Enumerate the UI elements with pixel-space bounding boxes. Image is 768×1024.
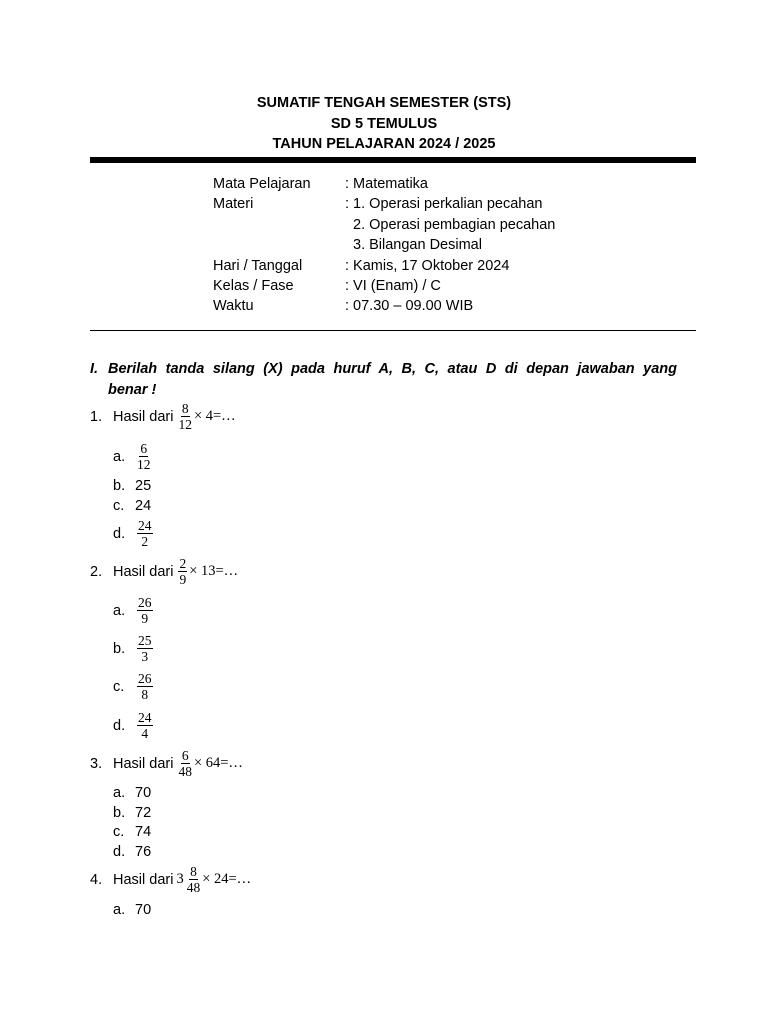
time-label: Waktu bbox=[213, 298, 254, 315]
section-number: I. bbox=[90, 361, 99, 377]
fraction-numerator: 25 bbox=[138, 633, 152, 648]
materi-label: Materi bbox=[213, 196, 254, 213]
option-3a[interactable] bbox=[113, 785, 151, 801]
instruction-line-2: benar ! bbox=[108, 381, 157, 398]
fraction-numerator: 26 bbox=[138, 595, 152, 610]
option-letter: c. bbox=[113, 498, 125, 514]
question-expression bbox=[176, 401, 235, 432]
fraction bbox=[178, 556, 187, 587]
option-1a[interactable] bbox=[113, 441, 153, 472]
question-2 bbox=[90, 556, 238, 587]
info-divider bbox=[90, 330, 696, 331]
option-letter: d. bbox=[113, 844, 126, 860]
subject-label: Mata Pelajaran bbox=[213, 176, 311, 192]
option-value: 72 bbox=[135, 805, 152, 821]
fraction-denominator: 48 bbox=[186, 880, 201, 895]
info-row-time bbox=[213, 296, 555, 316]
question-4 bbox=[90, 864, 251, 895]
info-row-class bbox=[213, 276, 555, 296]
fraction-denominator: 9 bbox=[141, 611, 149, 626]
option-value: 74 bbox=[135, 824, 152, 840]
fraction-numerator: 6 bbox=[140, 441, 148, 456]
fraction-denominator: 8 bbox=[141, 687, 149, 702]
option-fraction bbox=[137, 671, 153, 702]
question-text: Hasil dari bbox=[113, 408, 174, 425]
fraction-denominator: 12 bbox=[137, 457, 151, 472]
class-label: Kelas / Fase bbox=[213, 278, 294, 295]
question-expression bbox=[176, 556, 238, 587]
fraction bbox=[178, 748, 192, 779]
exam-info bbox=[213, 174, 555, 317]
academic-year: TAHUN PELAJARAN 2024 / 2025 bbox=[272, 136, 496, 152]
fraction-denominator: 48 bbox=[178, 764, 192, 779]
fraction-numerator: 8 bbox=[190, 864, 197, 879]
section-instruction bbox=[90, 359, 677, 400]
option-3d[interactable] bbox=[113, 844, 151, 860]
option-letter: b. bbox=[113, 640, 126, 657]
option-fraction bbox=[137, 441, 151, 472]
option-fraction bbox=[137, 518, 153, 549]
fraction bbox=[187, 864, 201, 895]
fraction-denominator: 4 bbox=[141, 726, 149, 741]
option-value: 25 bbox=[135, 478, 152, 494]
expression-tail: × 24=… bbox=[202, 871, 252, 887]
option-3c[interactable] bbox=[113, 824, 151, 840]
fraction-numerator: 24 bbox=[138, 518, 152, 533]
header-divider bbox=[90, 157, 696, 163]
fraction-denominator: 12 bbox=[178, 417, 192, 432]
question-text: Hasil dari bbox=[113, 871, 174, 888]
fraction-denominator: 3 bbox=[141, 649, 149, 664]
question-1 bbox=[90, 401, 236, 432]
question-text: Hasil dari bbox=[113, 563, 174, 580]
class-value: : VI (Enam) / C bbox=[345, 278, 441, 295]
date-value: : Kamis, 17 Oktober 2024 bbox=[345, 257, 510, 274]
materi-item-2: 2. Operasi pembagian pecahan bbox=[353, 216, 556, 233]
option-fraction bbox=[137, 633, 153, 664]
option-letter: c. bbox=[113, 678, 125, 695]
school-name: SD 5 TEMULUS bbox=[330, 115, 438, 132]
question-expression bbox=[176, 748, 242, 779]
fraction-numerator: 26 bbox=[138, 671, 152, 686]
fraction-numerator: 6 bbox=[181, 748, 189, 763]
option-fraction bbox=[137, 710, 153, 741]
expression-tail: × 64=… bbox=[193, 755, 243, 771]
info-row-materi bbox=[213, 194, 555, 214]
fraction-numerator: 8 bbox=[181, 401, 189, 416]
option-fraction bbox=[137, 595, 153, 626]
question-number: 4. bbox=[90, 871, 103, 888]
option-3b[interactable] bbox=[113, 805, 151, 821]
option-letter: d. bbox=[113, 717, 126, 734]
instruction-line-1: Berilah tanda silang (X) pada huruf A, B, C, atau D di depan jawaban yang bbox=[108, 361, 677, 377]
question-number: 3. bbox=[90, 755, 103, 772]
info-row-subject bbox=[213, 174, 555, 194]
time-value: : 07.30 – 09.00 WIB bbox=[345, 298, 474, 315]
expression-tail: × 13=… bbox=[189, 563, 239, 579]
option-1c[interactable] bbox=[113, 498, 151, 514]
fraction-denominator: 2 bbox=[141, 534, 149, 549]
option-2a[interactable] bbox=[113, 595, 155, 626]
mixed-number-whole: 3 bbox=[176, 871, 184, 887]
option-1d[interactable] bbox=[113, 518, 155, 549]
info-row-materi-2 bbox=[213, 215, 555, 235]
info-row-date bbox=[213, 256, 555, 276]
question-number: 2. bbox=[90, 563, 103, 580]
option-letter: a. bbox=[113, 902, 126, 918]
exam-title: SUMATIF TENGAH SEMESTER (STS) bbox=[256, 95, 512, 111]
question-expression bbox=[176, 864, 251, 895]
option-value: 70 bbox=[135, 902, 152, 918]
question-3 bbox=[90, 748, 243, 779]
option-2d[interactable] bbox=[113, 710, 155, 741]
materi-item-1: : 1. Operasi perkalian pecahan bbox=[345, 196, 543, 213]
materi-item-3: 3. Bilangan Desimal bbox=[353, 237, 482, 254]
option-1b[interactable] bbox=[113, 478, 151, 494]
fraction bbox=[178, 401, 192, 432]
subject-value: : Matematika bbox=[345, 176, 428, 192]
option-letter: a. bbox=[113, 602, 126, 619]
fraction-numerator: 2 bbox=[179, 556, 187, 571]
option-value: 24 bbox=[135, 498, 152, 514]
option-letter: a. bbox=[113, 448, 126, 465]
option-letter: c. bbox=[113, 824, 125, 840]
option-4a[interactable] bbox=[113, 902, 151, 918]
option-2b[interactable] bbox=[113, 633, 155, 664]
option-letter: a. bbox=[113, 785, 126, 801]
question-number: 1. bbox=[90, 408, 103, 425]
fraction-numerator: 24 bbox=[138, 710, 152, 725]
option-letter: b. bbox=[113, 805, 126, 821]
option-letter: d. bbox=[113, 525, 126, 542]
fraction-denominator: 9 bbox=[179, 572, 187, 587]
option-value: 70 bbox=[135, 785, 152, 801]
date-label: Hari / Tanggal bbox=[213, 257, 303, 274]
question-text: Hasil dari bbox=[113, 755, 174, 772]
option-letter: b. bbox=[113, 478, 126, 494]
info-row-materi-3 bbox=[213, 235, 555, 255]
option-value: 76 bbox=[135, 844, 152, 860]
exam-header bbox=[0, 93, 768, 155]
expression-tail: × 4=… bbox=[193, 408, 236, 424]
option-2c[interactable] bbox=[113, 671, 155, 702]
